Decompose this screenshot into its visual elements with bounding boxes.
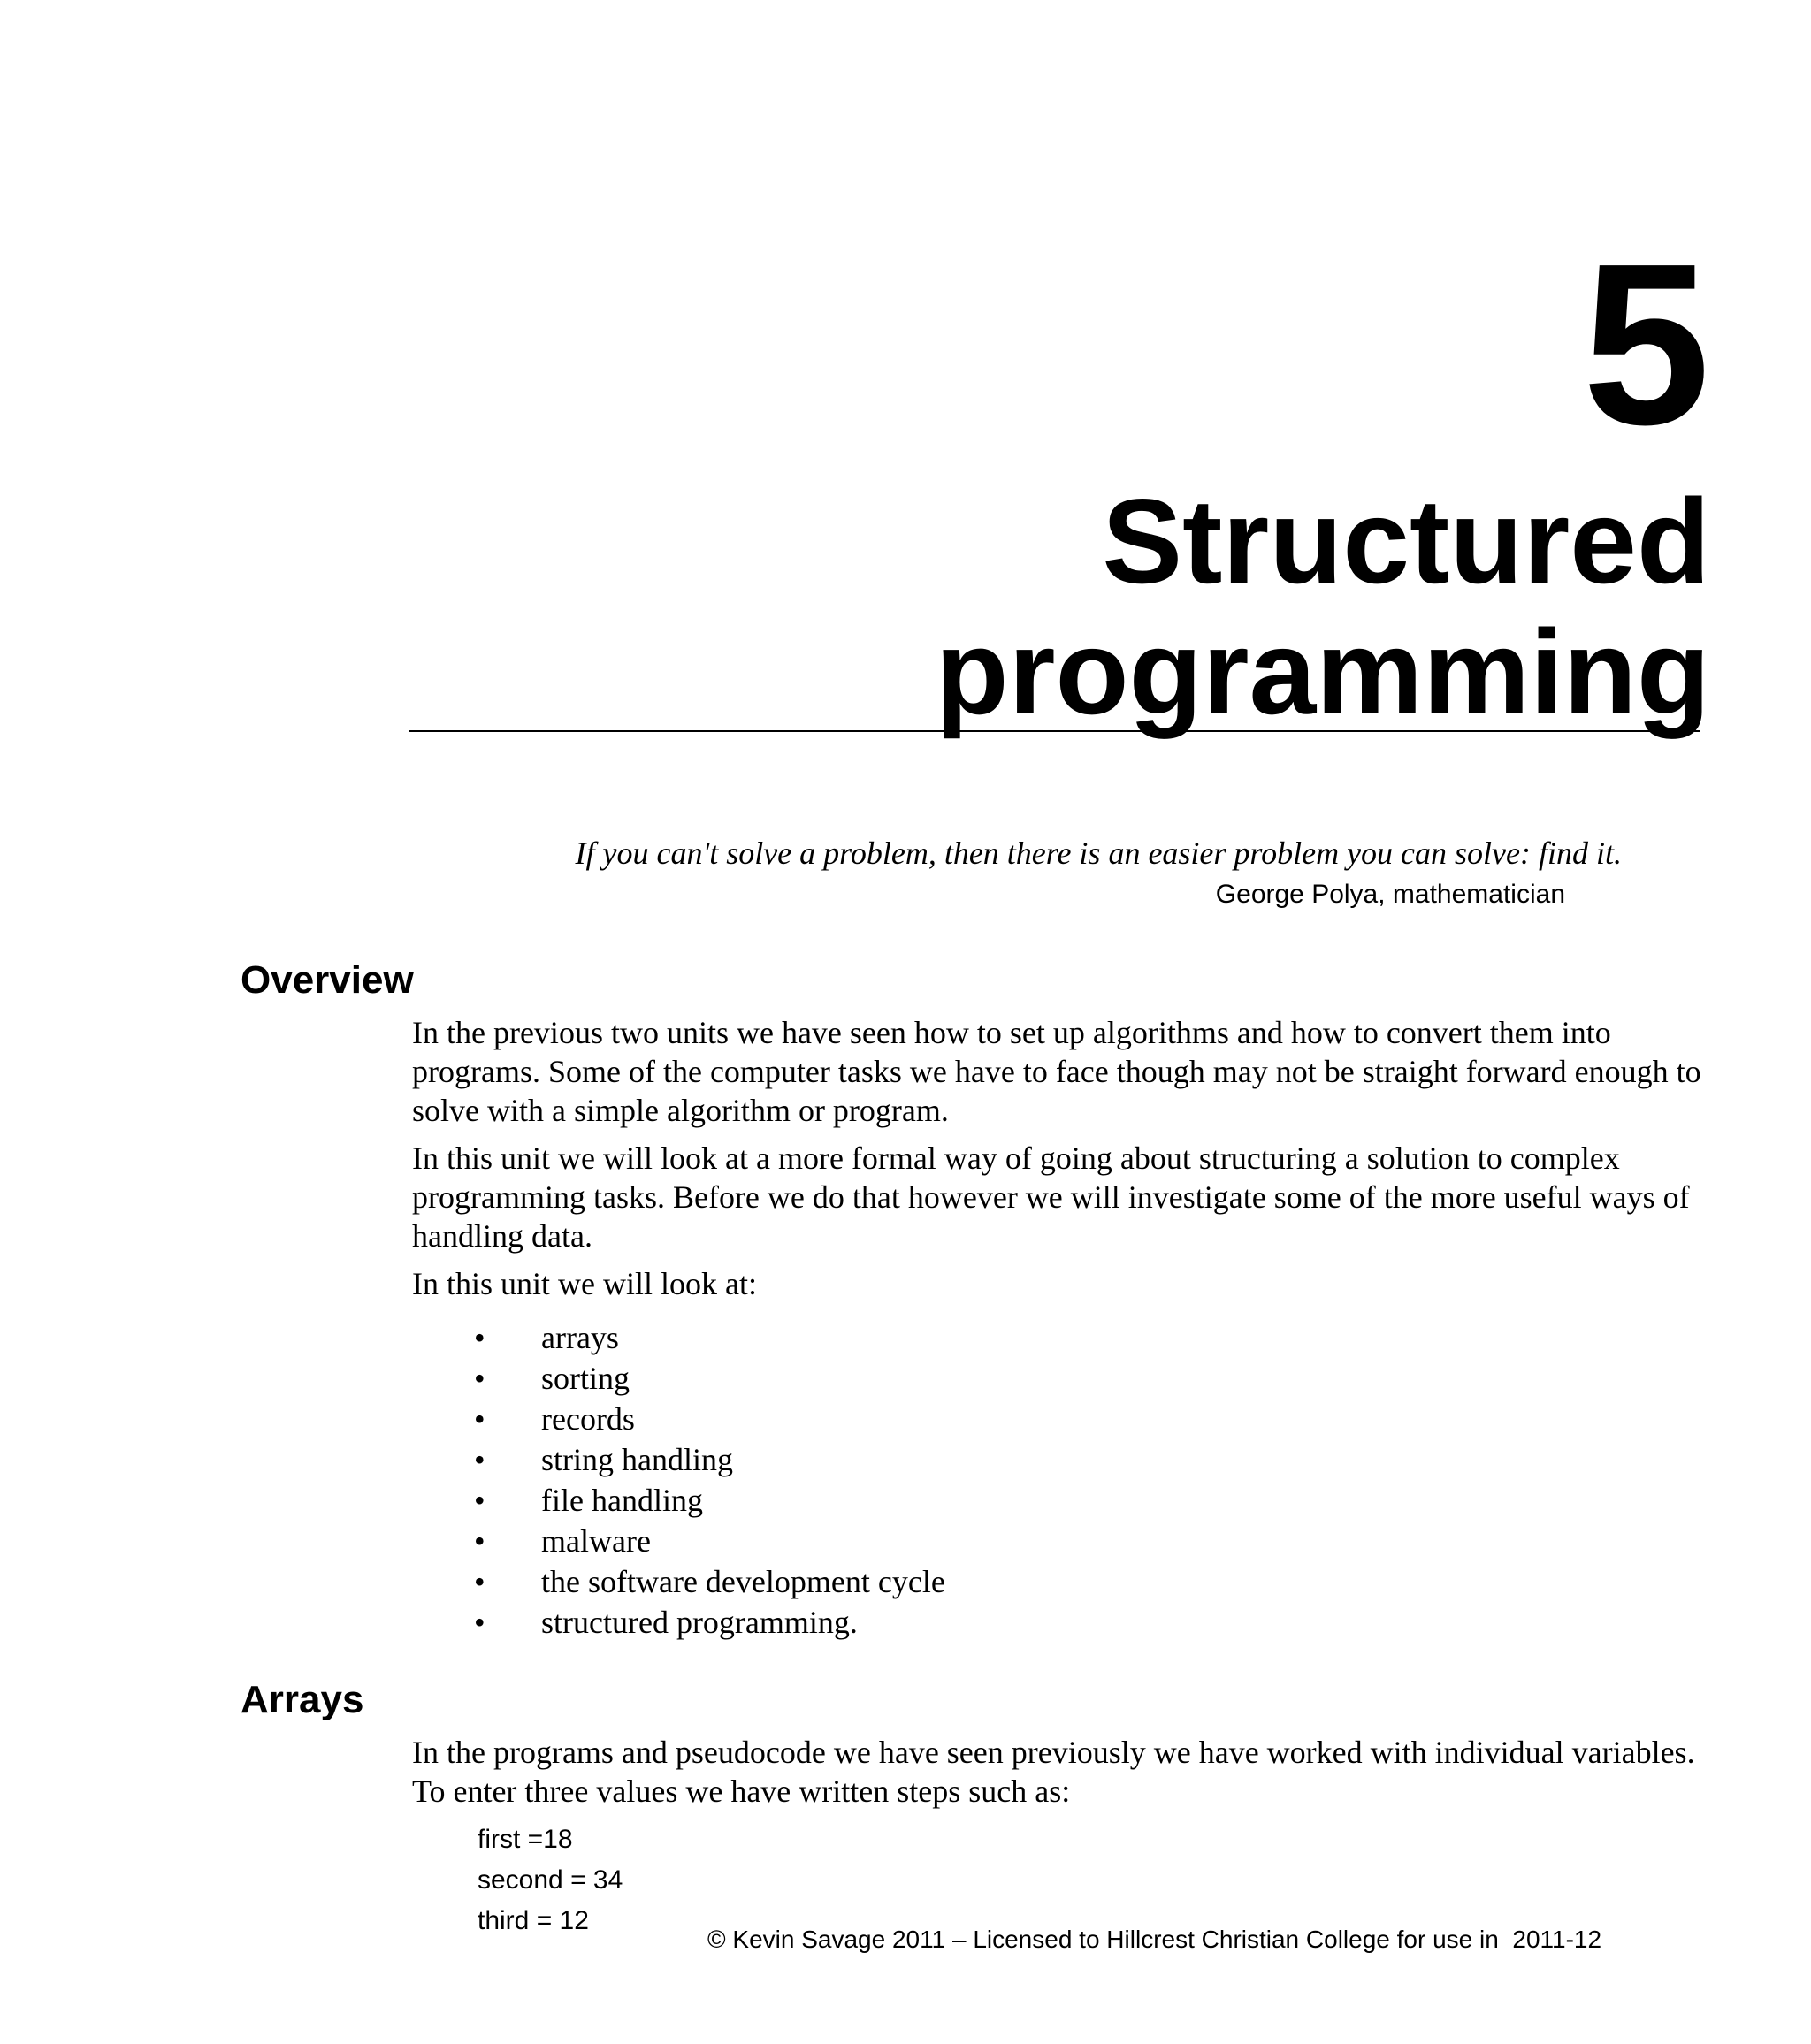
epigraph	[520, 833, 1622, 912]
list-item	[412, 1439, 1703, 1480]
bullet-icon: •	[474, 1564, 485, 1599]
list-item-label: arrays	[541, 1320, 619, 1355]
overview-heading: Overview	[241, 958, 414, 1002]
list-item	[412, 1480, 1703, 1521]
copyright-footer: © Kevin Savage 2011 – Licensed to Hillcrest Christian College for use in 2011-12	[707, 1926, 1602, 1953]
arrays-heading: Arrays	[241, 1678, 364, 1721]
code-line: third = 12	[478, 1906, 589, 1935]
bullet-icon: •	[474, 1483, 485, 1518]
bullet-icon: •	[474, 1605, 485, 1640]
epigraph-author: George Polya, mathematician	[1215, 880, 1565, 909]
list-item-label: structured programming.	[541, 1605, 858, 1640]
chapter-number: 5	[1582, 217, 1710, 473]
list-item	[412, 1317, 1703, 1358]
topics-list	[412, 1317, 1703, 1643]
chapter-title	[936, 476, 1711, 737]
list-item-label: records	[541, 1401, 635, 1437]
list-item	[412, 1399, 1703, 1439]
list-item	[412, 1521, 1703, 1561]
bullet-icon: •	[474, 1442, 485, 1477]
overview-section	[412, 1013, 1703, 1643]
list-item-label: string handling	[541, 1442, 733, 1477]
title-divider	[409, 730, 1700, 732]
arrays-paragraph: In the programs and pseudocode we have seen previously we have worked with individual variables. To enter three values we have written steps such as:	[412, 1735, 1695, 1809]
chapter-title-line-2: programming	[935, 605, 1710, 739]
epigraph-quote: If you can't solve a problem, then there is an easier problem you can solve: find it.	[575, 835, 1622, 871]
arrays-section	[412, 1733, 1703, 1941]
bullet-icon: •	[474, 1523, 485, 1559]
list-item-label: file handling	[541, 1483, 703, 1518]
chapter-title-line-1: Structured	[1102, 474, 1710, 608]
bullet-icon: •	[474, 1320, 485, 1355]
overview-paragraph-2: In this unit we will look at a more formal way of going about structuring a solution to complex programming tasks. Before we do that however we will investigate some of the more useful ways of handling data.	[412, 1140, 1690, 1254]
list-item	[412, 1561, 1703, 1602]
bullet-icon: •	[474, 1401, 485, 1437]
overview-paragraph-1: In the previous two units we have seen how to set up algorithms and how to convert them into programs. Some of the computer tasks we have to face though may not be straight forward enough to solve with a simple algorithm or program.	[412, 1015, 1701, 1128]
overview-paragraph-3: In this unit we will look at:	[412, 1266, 757, 1301]
list-item	[412, 1602, 1703, 1643]
list-item-label: malware	[541, 1523, 651, 1559]
list-item	[412, 1358, 1703, 1399]
bullet-icon: •	[474, 1361, 485, 1396]
list-item-label: sorting	[541, 1361, 630, 1396]
code-line: first =18	[478, 1825, 573, 1854]
code-line: second = 34	[478, 1865, 623, 1895]
list-item-label: the software development cycle	[541, 1564, 945, 1599]
